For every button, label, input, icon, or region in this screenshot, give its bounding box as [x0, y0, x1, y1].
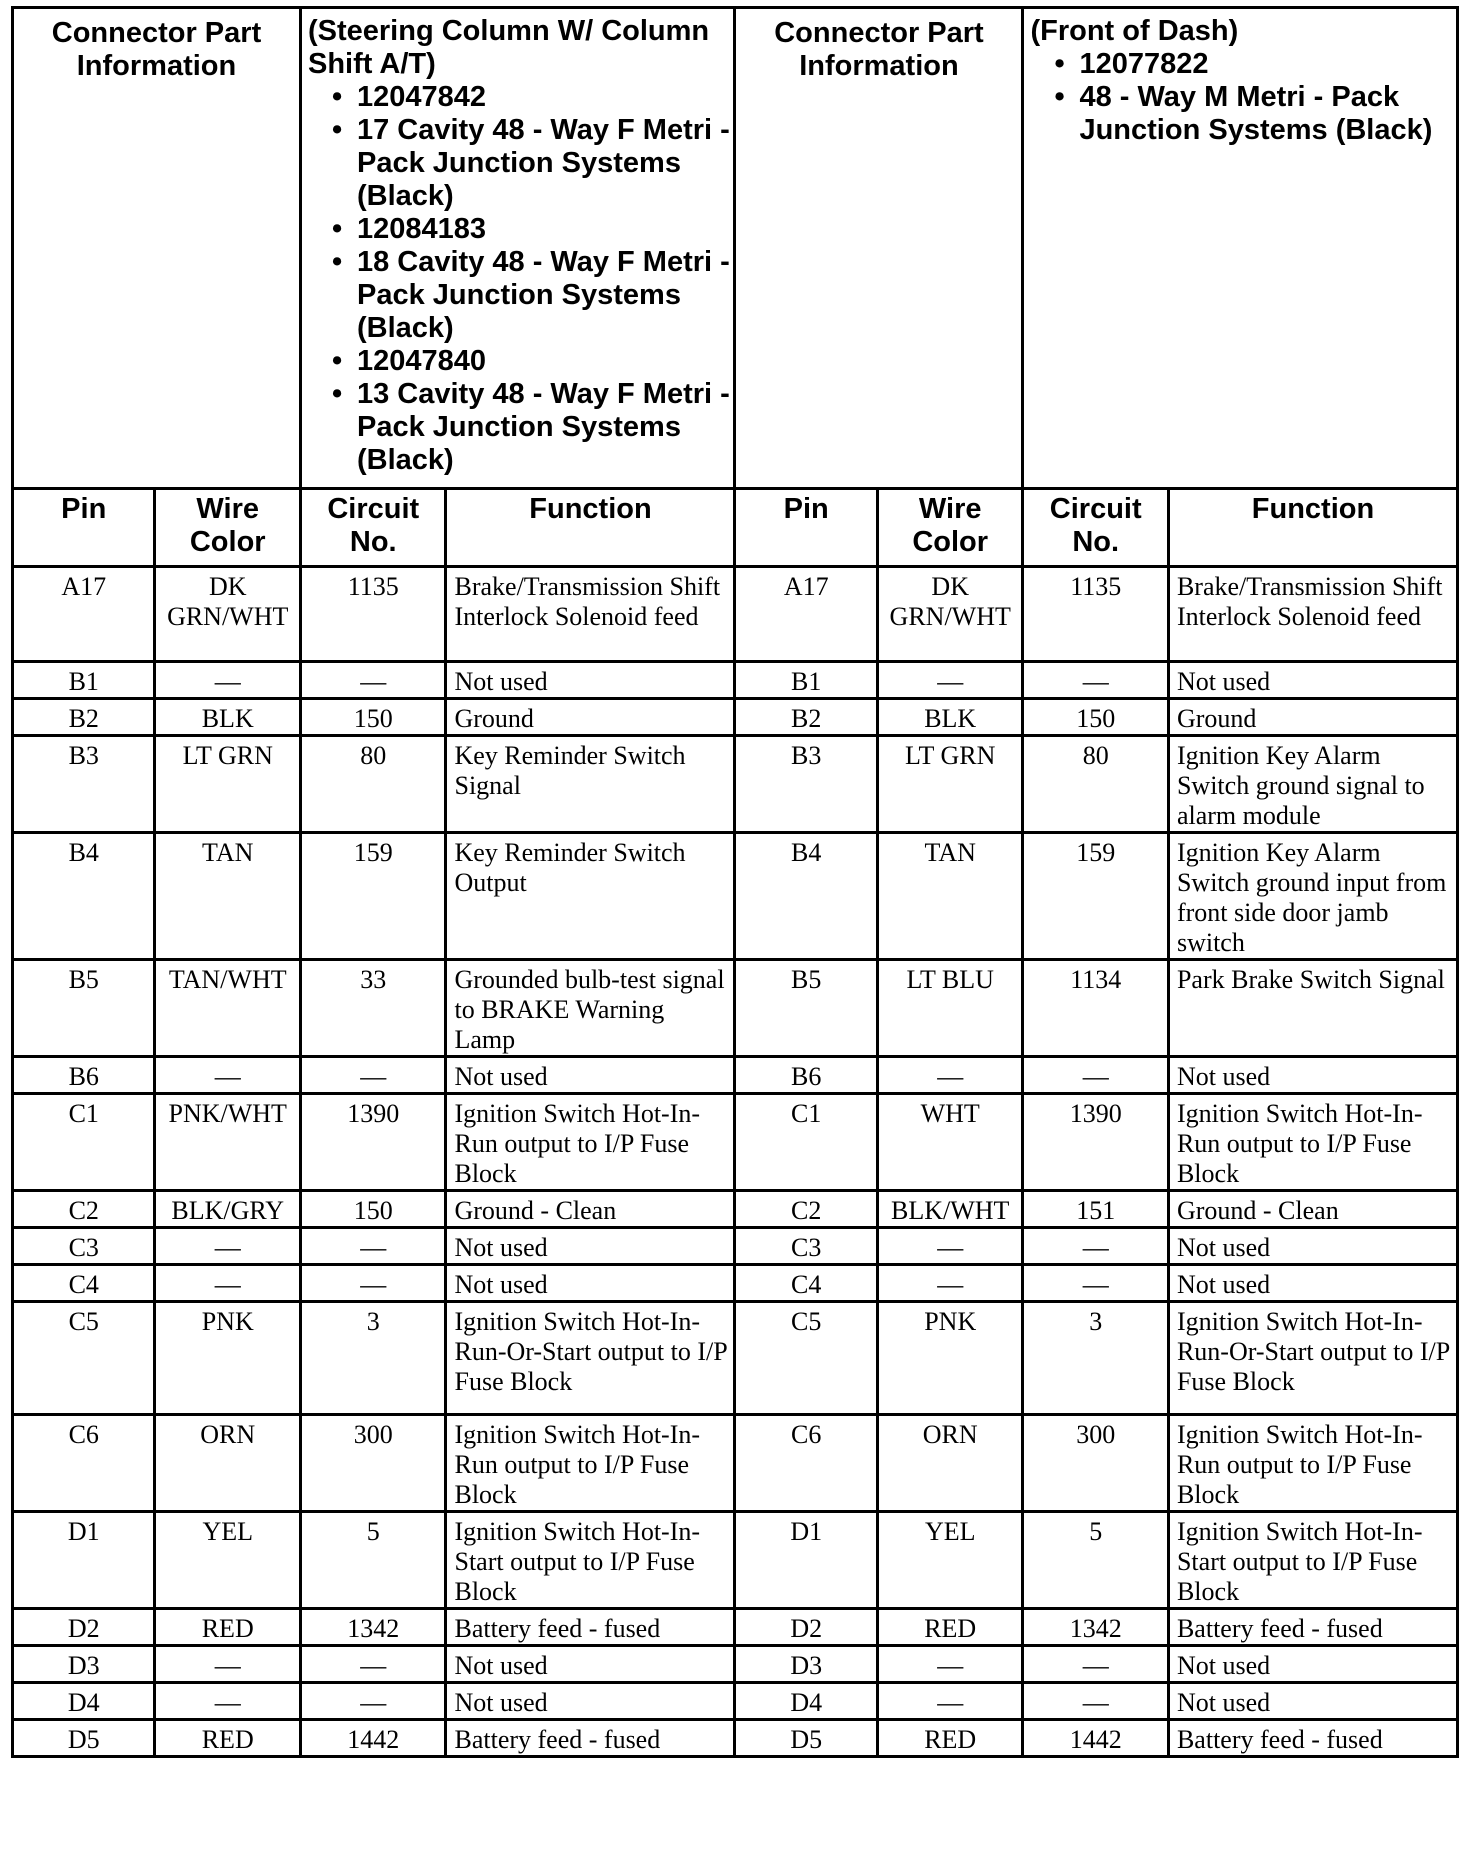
column-header-row — [13, 489, 1458, 567]
pin-cell: B6 — [735, 1057, 877, 1094]
circuit-cell: 150 — [1023, 699, 1169, 736]
table-row — [13, 1265, 1458, 1302]
pin-cell: B4 — [735, 833, 877, 960]
wire-color-cell: — — [877, 1057, 1023, 1094]
wire-color-cell: — — [155, 662, 301, 699]
wire-color-cell: LT GRN — [155, 736, 301, 833]
wire-color-cell: RED — [877, 1609, 1023, 1646]
circuit-cell: 1342 — [300, 1609, 446, 1646]
function-cell: Ignition Switch Hot-In-Run output to I/P Fuse Block — [446, 1094, 735, 1191]
header-pin: Pin — [735, 489, 877, 567]
wire-color-cell: — — [155, 1228, 301, 1265]
right-info-label: Connector Part Information — [774, 17, 984, 82]
table-row — [13, 1646, 1458, 1683]
wire-color-cell: ORN — [155, 1415, 301, 1512]
table-row — [13, 1228, 1458, 1265]
function-cell: Ignition Switch Hot-In-Run output to I/P Fuse Block — [1168, 1094, 1457, 1191]
part-item: • 13 Cavity 48 - Way F Metri - Pack Junction Systems (Black) — [332, 378, 734, 477]
function-cell: Not used — [446, 1265, 735, 1302]
circuit-cell: 150 — [300, 1191, 446, 1228]
part-item: • 12047840 — [332, 345, 734, 378]
function-cell: Ignition Switch Hot-In-Run-Or-Start output to I/P Fuse Block — [1168, 1302, 1457, 1415]
table-row — [13, 1057, 1458, 1094]
wire-color-cell: — — [877, 1646, 1023, 1683]
pin-cell: D2 — [13, 1609, 155, 1646]
header-wire-color: Wire Color — [877, 489, 1023, 567]
table-row — [13, 1302, 1458, 1415]
function-cell: Brake/Transmission Shift Interlock Solenoid feed — [446, 567, 735, 662]
wire-color-cell: YEL — [155, 1512, 301, 1609]
wire-color-cell: TAN — [155, 833, 301, 960]
wire-color-cell: RED — [155, 1609, 301, 1646]
table-row — [13, 1415, 1458, 1512]
circuit-cell: 5 — [1023, 1512, 1169, 1609]
circuit-cell: 159 — [300, 833, 446, 960]
pin-cell: D1 — [13, 1512, 155, 1609]
function-cell: Key Reminder Switch Output — [446, 833, 735, 960]
wire-color-cell: BLK — [155, 699, 301, 736]
wire-color-cell: DK GRN/WHT — [877, 567, 1023, 662]
circuit-cell: — — [1023, 1057, 1169, 1094]
function-cell: Not used — [1168, 1228, 1457, 1265]
wire-color-cell: TAN — [877, 833, 1023, 960]
header-circuit-no: Circuit No. — [1023, 489, 1169, 567]
circuit-cell: 1390 — [1023, 1094, 1169, 1191]
wire-color-cell: DK GRN/WHT — [155, 567, 301, 662]
pin-cell: C3 — [13, 1228, 155, 1265]
function-cell: Not used — [1168, 1057, 1457, 1094]
pin-cell: B6 — [13, 1057, 155, 1094]
circuit-cell: — — [300, 1265, 446, 1302]
circuit-cell: — — [300, 1057, 446, 1094]
pin-cell: B4 — [13, 833, 155, 960]
header-circuit-no: Circuit No. — [300, 489, 446, 567]
circuit-cell: 80 — [300, 736, 446, 833]
wire-color-cell: WHT — [877, 1094, 1023, 1191]
table-row — [13, 736, 1458, 833]
function-cell: Not used — [1168, 662, 1457, 699]
circuit-cell: — — [1023, 1683, 1169, 1720]
circuit-cell: 1134 — [1023, 960, 1169, 1057]
circuit-cell: 80 — [1023, 736, 1169, 833]
function-cell: Ground — [446, 699, 735, 736]
circuit-cell: 1442 — [1023, 1720, 1169, 1757]
pin-cell: B2 — [13, 699, 155, 736]
circuit-cell: 1135 — [300, 567, 446, 662]
wire-color-cell: YEL — [877, 1512, 1023, 1609]
left-parts-list — [302, 81, 734, 477]
table-row — [13, 960, 1458, 1057]
connector-table — [11, 6, 1459, 1758]
pin-cell: D3 — [13, 1646, 155, 1683]
pin-cell: A17 — [735, 567, 877, 662]
pin-cell: B3 — [735, 736, 877, 833]
function-cell: Not used — [446, 662, 735, 699]
circuit-cell: — — [300, 662, 446, 699]
function-cell: Not used — [446, 1683, 735, 1720]
table-row — [13, 1683, 1458, 1720]
pin-cell: C5 — [735, 1302, 877, 1415]
function-cell: Battery feed - fused — [446, 1609, 735, 1646]
connector-document — [11, 6, 1459, 1758]
pin-cell: D4 — [13, 1683, 155, 1720]
header-function: Function — [446, 489, 735, 567]
function-cell: Ground - Clean — [1168, 1191, 1457, 1228]
circuit-cell: 300 — [1023, 1415, 1169, 1512]
table-row — [13, 567, 1458, 662]
right-info-cell — [1023, 8, 1458, 489]
part-item: • 12047842 — [332, 81, 734, 114]
function-cell: Not used — [1168, 1683, 1457, 1720]
part-item: • 48 - Way M Metri - Pack Junction Systems (Black) — [1054, 81, 1456, 147]
left-info-label-cell — [13, 8, 301, 489]
circuit-cell: 5 — [300, 1512, 446, 1609]
circuit-cell: 3 — [300, 1302, 446, 1415]
function-cell: Park Brake Switch Signal — [1168, 960, 1457, 1057]
part-item: • 17 Cavity 48 - Way F Metri - Pack Junction Systems (Black) — [332, 114, 734, 213]
function-cell: Not used — [446, 1057, 735, 1094]
function-cell: Ignition Switch Hot-In-Start output to I/P Fuse Block — [1168, 1512, 1457, 1609]
left-info-label: Connector Part Information — [51, 17, 262, 82]
function-cell: Not used — [1168, 1646, 1457, 1683]
pin-cell: C1 — [735, 1094, 877, 1191]
circuit-cell: — — [1023, 662, 1169, 699]
pin-cell: C6 — [13, 1415, 155, 1512]
wire-color-cell: BLK — [877, 699, 1023, 736]
table-row — [13, 1720, 1458, 1757]
function-cell: Ignition Switch Hot-In-Run output to I/P Fuse Block — [1168, 1415, 1457, 1512]
function-cell: Ignition Key Alarm Switch ground input from front side door jamb switch — [1168, 833, 1457, 960]
function-cell: Ignition Switch Hot-In-Start output to I/P Fuse Block — [446, 1512, 735, 1609]
function-cell: Ground - Clean — [446, 1191, 735, 1228]
pin-cell: D5 — [13, 1720, 155, 1757]
function-cell: Battery feed - fused — [1168, 1720, 1457, 1757]
function-cell: Key Reminder Switch Signal — [446, 736, 735, 833]
circuit-cell: 1342 — [1023, 1609, 1169, 1646]
circuit-cell: 1390 — [300, 1094, 446, 1191]
pin-cell: C2 — [13, 1191, 155, 1228]
table-row — [13, 699, 1458, 736]
left-connector-title: (Steering Column W/ Column Shift A/T) — [307, 15, 710, 80]
pin-cell: C6 — [735, 1415, 877, 1512]
wire-color-cell: RED — [877, 1720, 1023, 1757]
circuit-cell: 159 — [1023, 833, 1169, 960]
function-cell: Grounded bulb-test signal to BRAKE Warning Lamp — [446, 960, 735, 1057]
pin-cell: B5 — [735, 960, 877, 1057]
function-cell: Not used — [446, 1646, 735, 1683]
function-cell: Not used — [1168, 1265, 1457, 1302]
connector-info-row — [13, 8, 1458, 489]
pin-cell: B1 — [13, 662, 155, 699]
part-item: • 12077822 — [1054, 48, 1456, 81]
wire-color-cell: BLK/GRY — [155, 1191, 301, 1228]
pin-cell: D1 — [735, 1512, 877, 1609]
wire-color-cell: RED — [155, 1720, 301, 1757]
wire-color-cell: — — [155, 1646, 301, 1683]
wire-color-cell: LT GRN — [877, 736, 1023, 833]
header-function: Function — [1168, 489, 1457, 567]
pin-cell: D4 — [735, 1683, 877, 1720]
table-row — [13, 833, 1458, 960]
circuit-cell: 1135 — [1023, 567, 1169, 662]
function-cell: Not used — [446, 1228, 735, 1265]
wire-color-cell: PNK — [877, 1302, 1023, 1415]
pin-cell: B5 — [13, 960, 155, 1057]
circuit-cell: — — [300, 1228, 446, 1265]
pin-cell: C5 — [13, 1302, 155, 1415]
wire-color-cell: PNK/WHT — [155, 1094, 301, 1191]
function-cell: Battery feed - fused — [1168, 1609, 1457, 1646]
wire-color-cell: — — [877, 1683, 1023, 1720]
circuit-cell: 150 — [300, 699, 446, 736]
pin-cell: B2 — [735, 699, 877, 736]
wire-color-cell: ORN — [877, 1415, 1023, 1512]
circuit-cell: — — [1023, 1228, 1169, 1265]
pin-cell: D2 — [735, 1609, 877, 1646]
function-cell: Ignition Switch Hot-In-Run-Or-Start output to I/P Fuse Block — [446, 1302, 735, 1415]
pin-cell: A17 — [13, 567, 155, 662]
wire-color-cell: — — [877, 662, 1023, 699]
function-cell: Brake/Transmission Shift Interlock Solenoid feed — [1168, 567, 1457, 662]
circuit-cell: — — [300, 1646, 446, 1683]
pin-cell: B3 — [13, 736, 155, 833]
wire-color-cell: — — [155, 1265, 301, 1302]
wire-color-cell: PNK — [155, 1302, 301, 1415]
function-cell: Ignition Key Alarm Switch ground signal to alarm module — [1168, 736, 1457, 833]
wire-color-cell: — — [877, 1265, 1023, 1302]
table-row — [13, 662, 1458, 699]
left-info-cell — [300, 8, 735, 489]
wire-color-cell: — — [155, 1683, 301, 1720]
pin-cell: C1 — [13, 1094, 155, 1191]
circuit-cell: — — [1023, 1265, 1169, 1302]
table-row — [13, 1609, 1458, 1646]
right-connector-title: (Front of Dash) — [1030, 15, 1239, 47]
table-row — [13, 1512, 1458, 1609]
pin-cell: D5 — [735, 1720, 877, 1757]
circuit-cell: — — [1023, 1646, 1169, 1683]
circuit-cell: 300 — [300, 1415, 446, 1512]
function-cell: Ground — [1168, 699, 1457, 736]
right-parts-list — [1024, 48, 1456, 147]
header-pin: Pin — [13, 489, 155, 567]
pin-cell: B1 — [735, 662, 877, 699]
wire-color-cell: — — [155, 1057, 301, 1094]
right-info-label-cell — [735, 8, 1023, 489]
table-row — [13, 1191, 1458, 1228]
function-cell: Battery feed - fused — [446, 1720, 735, 1757]
circuit-cell: 151 — [1023, 1191, 1169, 1228]
wire-color-cell: LT BLU — [877, 960, 1023, 1057]
pin-cell: C4 — [735, 1265, 877, 1302]
pin-cell: C3 — [735, 1228, 877, 1265]
circuit-cell: 33 — [300, 960, 446, 1057]
table-row — [13, 1094, 1458, 1191]
wire-color-cell: — — [877, 1228, 1023, 1265]
pin-cell: D3 — [735, 1646, 877, 1683]
circuit-cell: 3 — [1023, 1302, 1169, 1415]
pin-cell: C4 — [13, 1265, 155, 1302]
circuit-cell: 1442 — [300, 1720, 446, 1757]
part-item: • 12084183 — [332, 213, 734, 246]
header-wire-color: Wire Color — [155, 489, 301, 567]
part-item: • 18 Cavity 48 - Way F Metri - Pack Junction Systems (Black) — [332, 246, 734, 345]
function-cell: Ignition Switch Hot-In-Run output to I/P Fuse Block — [446, 1415, 735, 1512]
wire-color-cell: BLK/WHT — [877, 1191, 1023, 1228]
circuit-cell: — — [300, 1683, 446, 1720]
pin-cell: C2 — [735, 1191, 877, 1228]
wire-color-cell: TAN/WHT — [155, 960, 301, 1057]
